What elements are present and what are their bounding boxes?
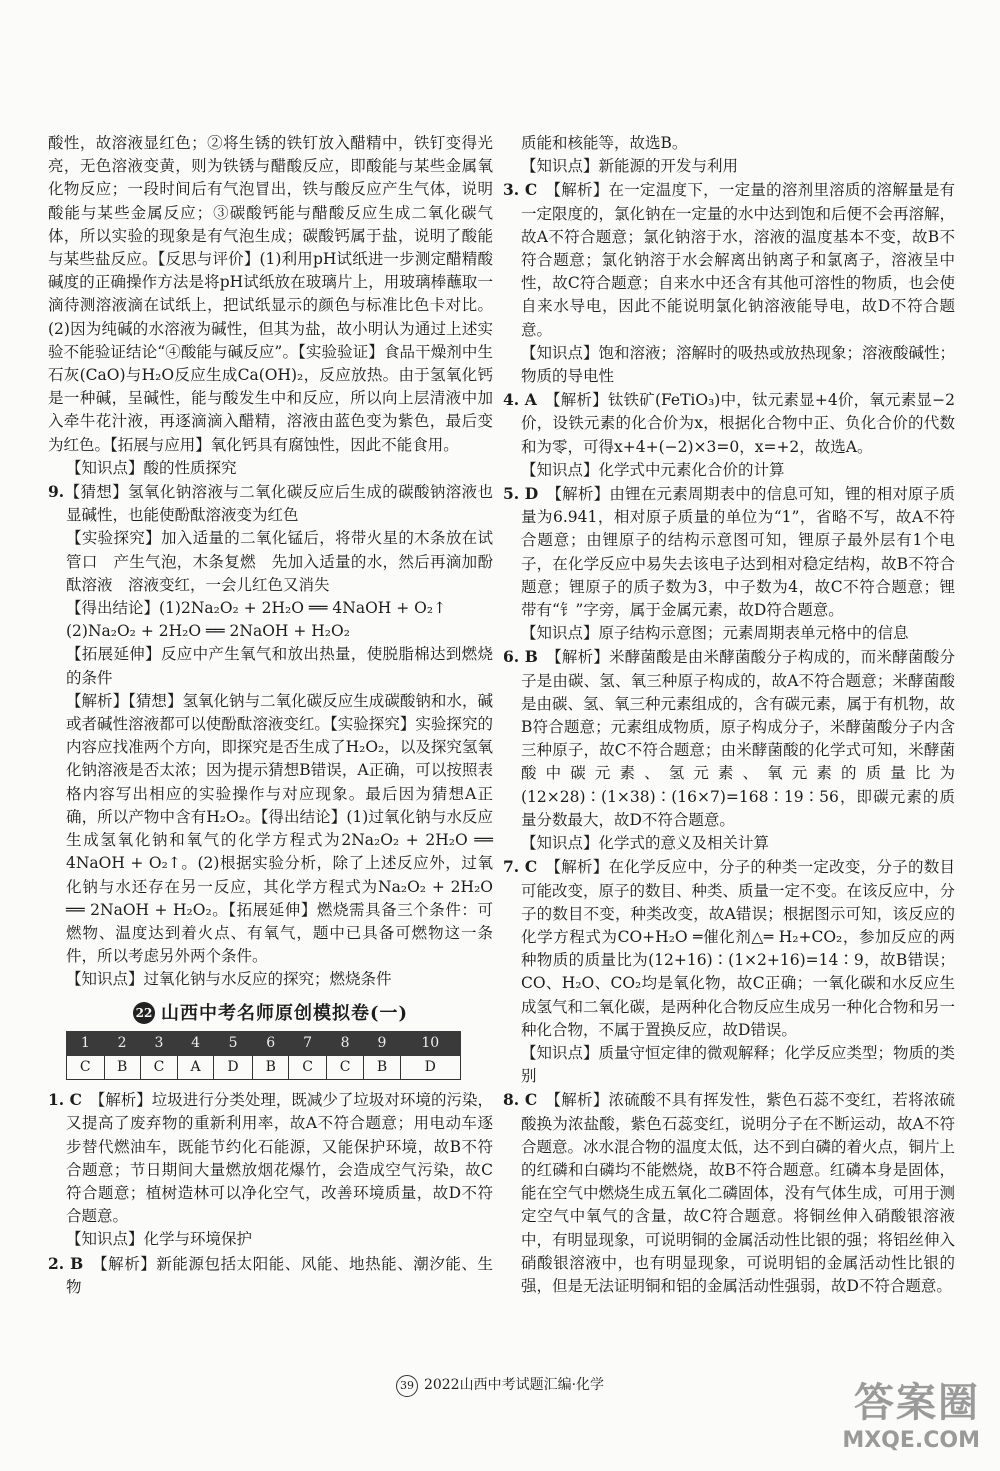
question-9-experiment: 【实验探究】加入适量的二氧化锰后，将带火星的木条放在试管口 产生气泡，木条复燃 先加入适量的水，然后再滴加酚酞溶液 溶液变红，一会儿红色又消失 [66, 529, 493, 594]
knowledge-point: 【知识点】化学与环境保护 [66, 1230, 253, 1249]
knowledge-point: 【知识点】化学式的意义及相关计算 [521, 834, 770, 853]
knowledge-point: 【知识点】新能源的开发与利用 [521, 157, 739, 176]
question-number: 6. B [503, 647, 538, 667]
section-number-badge: 22 [133, 1002, 155, 1024]
question-5-analysis: 【解析】由锂在元素周期表中的信息可知，锂的相对原子质量为6.941，相对原子质量的单位为“1”，省略不写，故A不符合题意；由锂原子的结构示意图可知，锂原子最外层有1个电子，在化学反应中易失去该电子达到相对稳定结构，故B不符合题意；锂原子的质子数为3，中子数为4，故C不符合题意；锂带有“钅”字旁，属于金属元素，故D符合题意。 [521, 485, 955, 620]
question-1 [48, 1088, 493, 1228]
left-column [48, 132, 493, 1299]
answer-cell: C [140, 1055, 178, 1079]
watermark-logo [842, 1371, 980, 1453]
knowledge-point: 【知识点】质量守恒定律的微观解释；化学反应类型；物质的类别 [521, 1043, 956, 1086]
footer-title: 2022山西中考试题汇编·化学 [423, 1377, 605, 1393]
q8-continued-paragraph: 酸性，故溶液显红色；②将生锈的铁钉放入醋精中，铁钉变得光亮，无色溶液变黄，则为铁锈与醋酸反应，即酸能与某些金属氧化物反应；一段时间后有气泡冒出，铁与酸反应产生气体，说明酸能与某些金属反应；③碳酸钙能与醋酸反应生成二氧化碳气体，所以实验的现象是有气泡生成；碳酸钙属于盐，说明了酸能与某些盐反应。【反思与评价】(1)利用pH试纸进一步测定醋精酸碱度的正确操作方法是将pH试纸放在玻璃片上，用玻璃棒蘸取一滴待测溶液滴在试纸上，把试纸显示的颜色与标准比色卡对比。(2)因为纯碱的水溶液为碱性，但其为盐，故小明认为通过上述实验不能验证结论“④酸能与碱反应”。【实验验证】食品干燥剂中生石灰(CaO)与H₂O反应生成Ca(OH)₂，反应放热。由于氢氧化钙是一种碱，呈碱性，能与酸发生中和反应，所以向上层清液中加入牵牛花汁液，再逐滴滴入醋精，溶液由蓝色变为紫色，最后变为红色。【拓展与应用】氧化钙具有腐蚀性，因此不能食用。 [48, 134, 493, 454]
knowledge-point: 【知识点】原子结构示意图；元素周期表单元格中的信息 [521, 624, 909, 643]
answer-cell: C [67, 1055, 105, 1079]
question-number: 2. B [48, 1253, 84, 1273]
question-1-analysis: 【解析】垃圾进行分类处理，既减少了垃圾对环境的污染，又提高了废弃物的重新利用率，故A不符合题意；用电动车逐步替代燃油车，既能节约化石能源，又能保护环境，故B不符合题意；节日期间大量燃放烟花爆竹，会造成空气污染，故C符合题意；植树造林可以净化空气，改善环境质量，故D不符合题意。 [66, 1091, 493, 1226]
right-column [503, 132, 955, 1298]
question-9-guess-text: 【猜想】氢氧化钠溶液与二氧化碳反应后生成的碳酸钠溶液也显碱性，也能使酚酞溶液变为红色 [64, 483, 493, 525]
question-8-analysis: 【解析】浓硫酸不具有挥发性，紫色石蕊不变红，若将浓硫酸换为浓盐酸，紫色石蕊变红，说明分子在不断运动，故A不符合题意。冰水混合物的温度太低，达不到白磷的着火点，铜片上的红磷和白磷均不能燃烧，故B不符合题意。红磷本身是固体，能在空气中燃烧生成五氧化二磷固体，没有气体生成，可用于测定空气中氧气的含量，故C符合题意。将铜丝伸入硝酸银溶液中，有明显现象，可说明铜的金属活动性比银的强；将铝丝伸入硝酸银溶液中，也有明显现象，可说明铝的金属活动性比银的强，但是无法证明铜和铝的金属活动性强弱，故D不符合题意。 [521, 1091, 956, 1295]
answer-cell: D [213, 1055, 252, 1079]
knowledge-point: 【知识点】酸的性质探究 [66, 458, 237, 477]
answer-header-cell: 6 [253, 1031, 289, 1055]
watermark-url: MXQE.COM [842, 1428, 980, 1453]
answer-header-cell: 8 [326, 1031, 364, 1055]
answer-header-cell: 9 [364, 1031, 400, 1055]
question-6-analysis: 【解析】米酵菌酸是由米酵菌酸分子构成的，而米酵菌酸分子是由碳、氢、氧三种原子构成的，故A不符合题意；米酵菌酸是由碳、氢、氧三种元素组成的，含有碳元素，属于有机物，故B符合题意；元素组成物质，原子构成分子，米酵菌酸分子内含三种原子，故C不符合题意；由米酵菌酸的化学式可知，米酵菌酸中碳元素、氢元素、氧元素的质量比为(12×28)∶(1×38)∶(16×7)=168∶19∶56，即碳元素的质量分数最大，故D不符合题意。 [521, 648, 956, 829]
question-4 [503, 388, 955, 459]
answer-cell: D [400, 1055, 460, 1079]
knowledge-point: 【知识点】化学式中元素化合价的计算 [521, 460, 785, 479]
page-number: 39 [396, 1375, 418, 1397]
answer-header-cell: 4 [178, 1031, 214, 1055]
question-number: 3. C [503, 180, 538, 200]
question-number: 1. C [48, 1090, 82, 1110]
answer-table-value-row [67, 1055, 461, 1079]
answer-cell: B [364, 1055, 400, 1079]
answer-header-cell: 1 [67, 1031, 105, 1055]
answer-cell: B [104, 1055, 140, 1079]
question-3 [503, 178, 955, 341]
answer-cell: B [253, 1055, 289, 1079]
answer-header-cell: 7 [289, 1031, 327, 1055]
answer-header-cell: 5 [213, 1031, 252, 1055]
question-number: 5. D [503, 484, 539, 504]
knowledge-point: 【知识点】过氧化钠与水反应的探究；燃烧条件 [66, 970, 392, 989]
question-9-extension: 【拓展延伸】反应中产生氧气和放出热量，使脱脂棉达到燃烧的条件 [66, 645, 493, 687]
answer-cell: C [326, 1055, 364, 1079]
answer-table [66, 1031, 461, 1080]
question-number: 7. C [503, 857, 538, 877]
section-title: 山西中考名师原创模拟卷(一) [160, 1002, 409, 1024]
question-number: 9. [48, 482, 65, 502]
answer-header-cell: 3 [140, 1031, 178, 1055]
question-number: 8. C [503, 1090, 538, 1110]
question-9-analysis: 【解析】【猜想】氢氧化钠与二氧化碳反应生成碳酸钠和水，碱或者碱性溶液都可以使酚酞溶液变红。【实验探究】实验探究的内容应找准两个方向，即探究是否生成了H₂O₂，以及探究氢氧化钠溶液是否太浓；因为提示猜想B错误，A正确，可以按照表格内容写出相应的实验操作与对应现象。最后因为猜想A正确，所以产物中含有H₂O₂。【得出结论】(1)过氧化钠与水反应生成氢氧化钠和氧气的化学方程式为2Na₂O₂ + 2H₂O ══ 4NaOH + O₂↑。(2)根据实验分析，除了上述反应外，过氧化钠与水还存在另一反应，其化学方程式为Na₂O₂ + 2H₂O ══ 2NaOH + H₂O₂。【拓展延伸】燃烧需具备三个条件：可燃物、温度达到着火点、有氧气，题中已具备可燃物这一条件，所以考虑另外两个条件。 [66, 691, 493, 966]
question-7-analysis: 【解析】在化学反应中，分子的种类一定改变，分子的数目可能改变，原子的数目、种类、质量一定不变。在该反应中，分子的数目不变，种类改变，故A错误；根据图示可知，该反应的化学方程式为CO+H₂O ═催化剂△═ H₂+CO₂，参加反应的两种物质的质量比为(12+16)∶(1×2+16)=14∶9，故B错误；CO、H₂O、CO₂均是氧化物，故C正确；一氧化碳和水反应生成氢气和二氧化碳，是两种化合物反应生成另一种化合物和另一种化合物，不属于置换反应，故D错误。 [521, 858, 956, 1039]
question-9-conclusion-2: (2)Na₂O₂ + 2H₂O ══ 2NaOH + H₂O₂ [66, 622, 350, 641]
question-9-guess [48, 480, 493, 527]
question-6 [503, 645, 955, 832]
watermark-text: 答案圈 [854, 1380, 980, 1426]
answer-header-cell: 2 [104, 1031, 140, 1055]
question-2 [48, 1252, 493, 1299]
question-2-continued: 质能和核能等，故选B。 [521, 134, 688, 152]
question-2-analysis: 【解析】新能源包括太阳能、风能、地热能、潮汐能、生物 [66, 1254, 493, 1296]
section-heading [48, 1002, 493, 1025]
question-3-analysis: 【解析】在一定温度下，一定量的溶剂里溶质的溶解量是有一定限度的，氯化钠在一定量的水中达到饱和后便不会再溶解，故A不符合题意；氯化钠溶于水，溶液的温度基本不变，故B不符合题意；氯化钠溶于水会解离出钠离子和氯离子，溶液呈中性，故C符合题意；自来水中还含有其他可溶性的物质，也会使自来水导电，因此不能说明氯化钠溶液能导电，故D不符合题意。 [521, 181, 956, 339]
question-7 [503, 855, 955, 1042]
question-8 [503, 1088, 955, 1298]
question-9-conclusion-1: 【得出结论】(1)2Na₂O₂ + 2H₂O ══ 4NaOH + O₂↑ [66, 599, 447, 618]
question-number: 4. A [503, 390, 537, 410]
question-4-analysis: 【解析】钛铁矿(FeTiO₃)中，钛元素显+4价，氧元素显−2价，设铁元素的化合价为x，根据化合物中正、负化合价的代数和为零，可得x+4+(−2)×3=0，x=+2，故选A。 [521, 391, 955, 456]
answer-table-header-row [67, 1031, 461, 1055]
answer-header-cell: 10 [400, 1031, 460, 1055]
answer-cell: C [289, 1055, 327, 1079]
answer-cell: A [178, 1055, 214, 1079]
knowledge-point: 【知识点】饱和溶液；溶解时的吸热或放热现象；溶液酸碱性；物质的导电性 [521, 343, 956, 386]
question-5 [503, 482, 955, 622]
